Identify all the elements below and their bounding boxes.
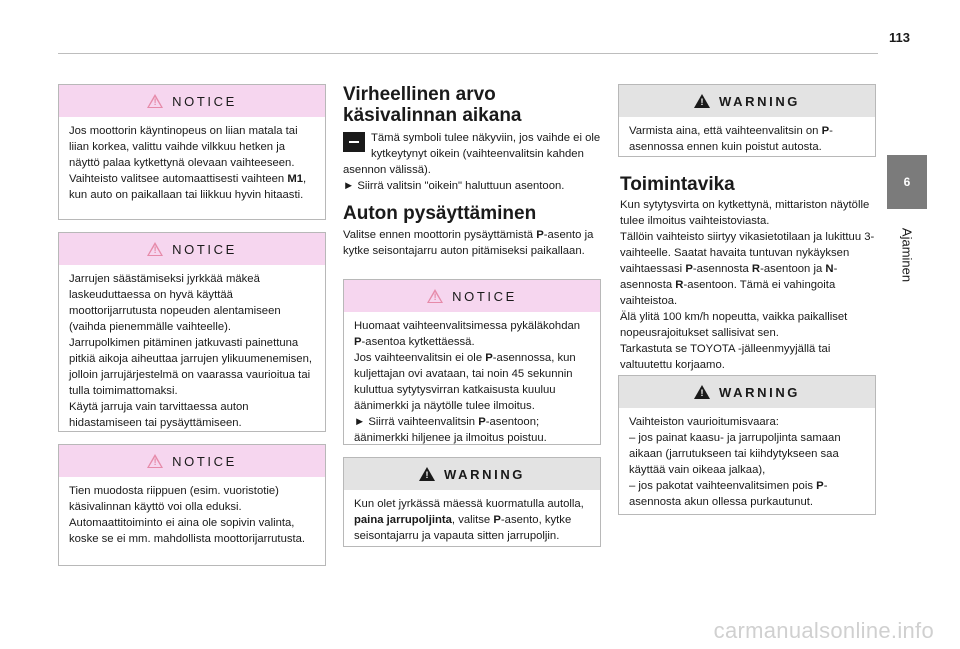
notice-text: Jarrujen säästämiseksi jyrkkää mäkeä laskeuduttaessa on hyvä käyttää moottorijarrutusta nopeuden alentamiseen (vaihda pienemmälle vaihteelle). Jarrupolkimen pitäminen jatkuvasti painettuna pitkiä aikoja aiheuttaa jarrujen ylikuumenemisen, jolloin jarrujärjestelmä on vaarassa vaurioitua tai tulla toimimattomaksi. Käytä jarruja vain tarvittaessa auton hidastamiseen tai pysäyttämiseen. xyxy=(69,273,313,429)
warning-title: WARNING xyxy=(718,93,801,109)
notice-box-1 xyxy=(58,84,326,220)
chapter-label xyxy=(887,215,927,295)
manual-error-text: Tämä symboli tulee näkyviin, jos vaihde ei ole kytkeytynyt oikein (vaihteenvalitsin kahden asennon välissä). ► Siirrä valitsin "oikein" haluttuun asentoon. xyxy=(343,132,601,192)
warning-triangle-icon: ! xyxy=(419,467,435,481)
warning-text: Vaihteiston vaurioitumisvaara: – jos painat kaasu- ja jarrupoljinta samaan aikaan (jarrutukseen tai kiihdytykseen saa käyttää vain oikeaa jalkaa), – jos pakotat vaihteenvalitsimen pois P-asennosta akun ollessa purkautunut. xyxy=(629,416,841,508)
watermark: carmanualsonline.info xyxy=(713,618,934,643)
section-heading-manual-error: Virheellinen arvo käsivalinnan aikana xyxy=(343,84,522,126)
notice-box-2 xyxy=(58,232,326,432)
chapter-label-text: Ajaminen xyxy=(899,227,915,283)
notice-text: Jos moottorin käyntinopeus on liian matala tai liian korkea, valittu vaihde vilkkuu hetken ja näyttö palaa kytkettynä olevaan vaihteeseen. Vaihteisto valitsee automaattisesti vaihteen M1, kun auto on paikallaan tai liikkuu hyvin hitaasti. xyxy=(69,125,307,201)
notice-triangle-icon: ! xyxy=(147,242,163,256)
section-heading-fault: Toimintavika xyxy=(620,174,735,195)
warning-title: WARNING xyxy=(443,466,526,482)
notice-title: NOTICE xyxy=(172,241,237,257)
chapter-tab[interactable]: 6 xyxy=(887,155,927,209)
warning-title: WARNING xyxy=(718,384,801,400)
notice-title: NOTICE xyxy=(172,93,237,109)
warning-text: Varmista aina, että vaihteenvalitsin on P-asennossa ennen kuin poistut autosta. xyxy=(629,125,833,153)
warning-header xyxy=(619,376,875,408)
notice-text: Tien muodosta riippuen (esim. vuoristotie) käsivalinnan käyttö voi olla eduksi. Automaattitoiminto ei aina ole sopivin valinta, koske se ei mm. mahdollista moottorijarrutusta. xyxy=(69,485,306,545)
warning-text: Kun olet jyrkässä mäessä kuormatulla autolla, paina jarrupoljinta, valitse P-asento, kytke seisontajarru ja vapauta sitten jarrupoljin. xyxy=(354,498,584,542)
bullet-arrow: ► xyxy=(343,180,355,192)
notice-text: Huomaat vaihteenvalitsimessa pykäläkohdan P-asentoa kytkettäessä. Jos vaihteenvalitsin ei ole P-asennossa, kun kuljettajan ovi avataan, tai noin 45 sekunnin kuluttua sytytysvirran katkaisusta kuuluu äänimerkki ja näytölle tulee ilmoitus. ► Siirrä vaihteenvalitsin P-asentoon; äänimerkki hiljenee ja ilmoitus poistuu. xyxy=(354,320,581,444)
notice-box-park xyxy=(343,279,601,445)
warning-box-damage xyxy=(618,375,876,515)
warning-box-exit xyxy=(618,84,876,157)
notice-title: NOTICE xyxy=(172,453,237,469)
notice-triangle-icon: ! xyxy=(147,454,163,468)
gear-fault-icon xyxy=(343,132,365,152)
notice-header xyxy=(344,280,600,312)
warning-header xyxy=(344,458,600,490)
notice-header xyxy=(59,85,325,117)
stop-text: Valitse ennen moottorin pysäyttämistä P-asento ja kytke seisontajarru auton pitämiseksi paikallaan. xyxy=(343,229,594,257)
notice-triangle-icon: ! xyxy=(147,94,163,108)
notice-triangle-icon: ! xyxy=(427,289,443,303)
section-heading-stop: Auton pysäyttäminen xyxy=(343,203,537,224)
page-number: 113 xyxy=(889,30,910,45)
notice-box-3 xyxy=(58,444,326,566)
notice-title: NOTICE xyxy=(452,288,517,304)
warning-box-hill xyxy=(343,457,601,547)
fault-text: Kun sytytysvirta on kytkettynä, mittariston näytölle tulee ilmoitus vaihteistoviasta. Tällöin vaihteisto siirtyy vikasietotilaan ja lukittuu 3-vaihteelle. Saatat havaita tuntuvan nykäyksen vaihtaessasi P-asennosta R-asentoon ja N-asennosta R-asentoon. Tämä ei vahingoita vaihteistoa. Älä ylitä 100 km/h nopeutta, vaikka paikalliset nopeusrajoitukset sallisivat sen. Tarkastuta se TOYOTA -jälleenmyyjällä tai valtuutettu korjaamo. xyxy=(620,199,875,371)
notice-header xyxy=(59,233,325,265)
warning-header xyxy=(619,85,875,117)
header-divider xyxy=(58,53,878,54)
warning-triangle-icon: ! xyxy=(694,94,710,108)
warning-triangle-icon: ! xyxy=(694,385,710,399)
notice-header xyxy=(59,445,325,477)
